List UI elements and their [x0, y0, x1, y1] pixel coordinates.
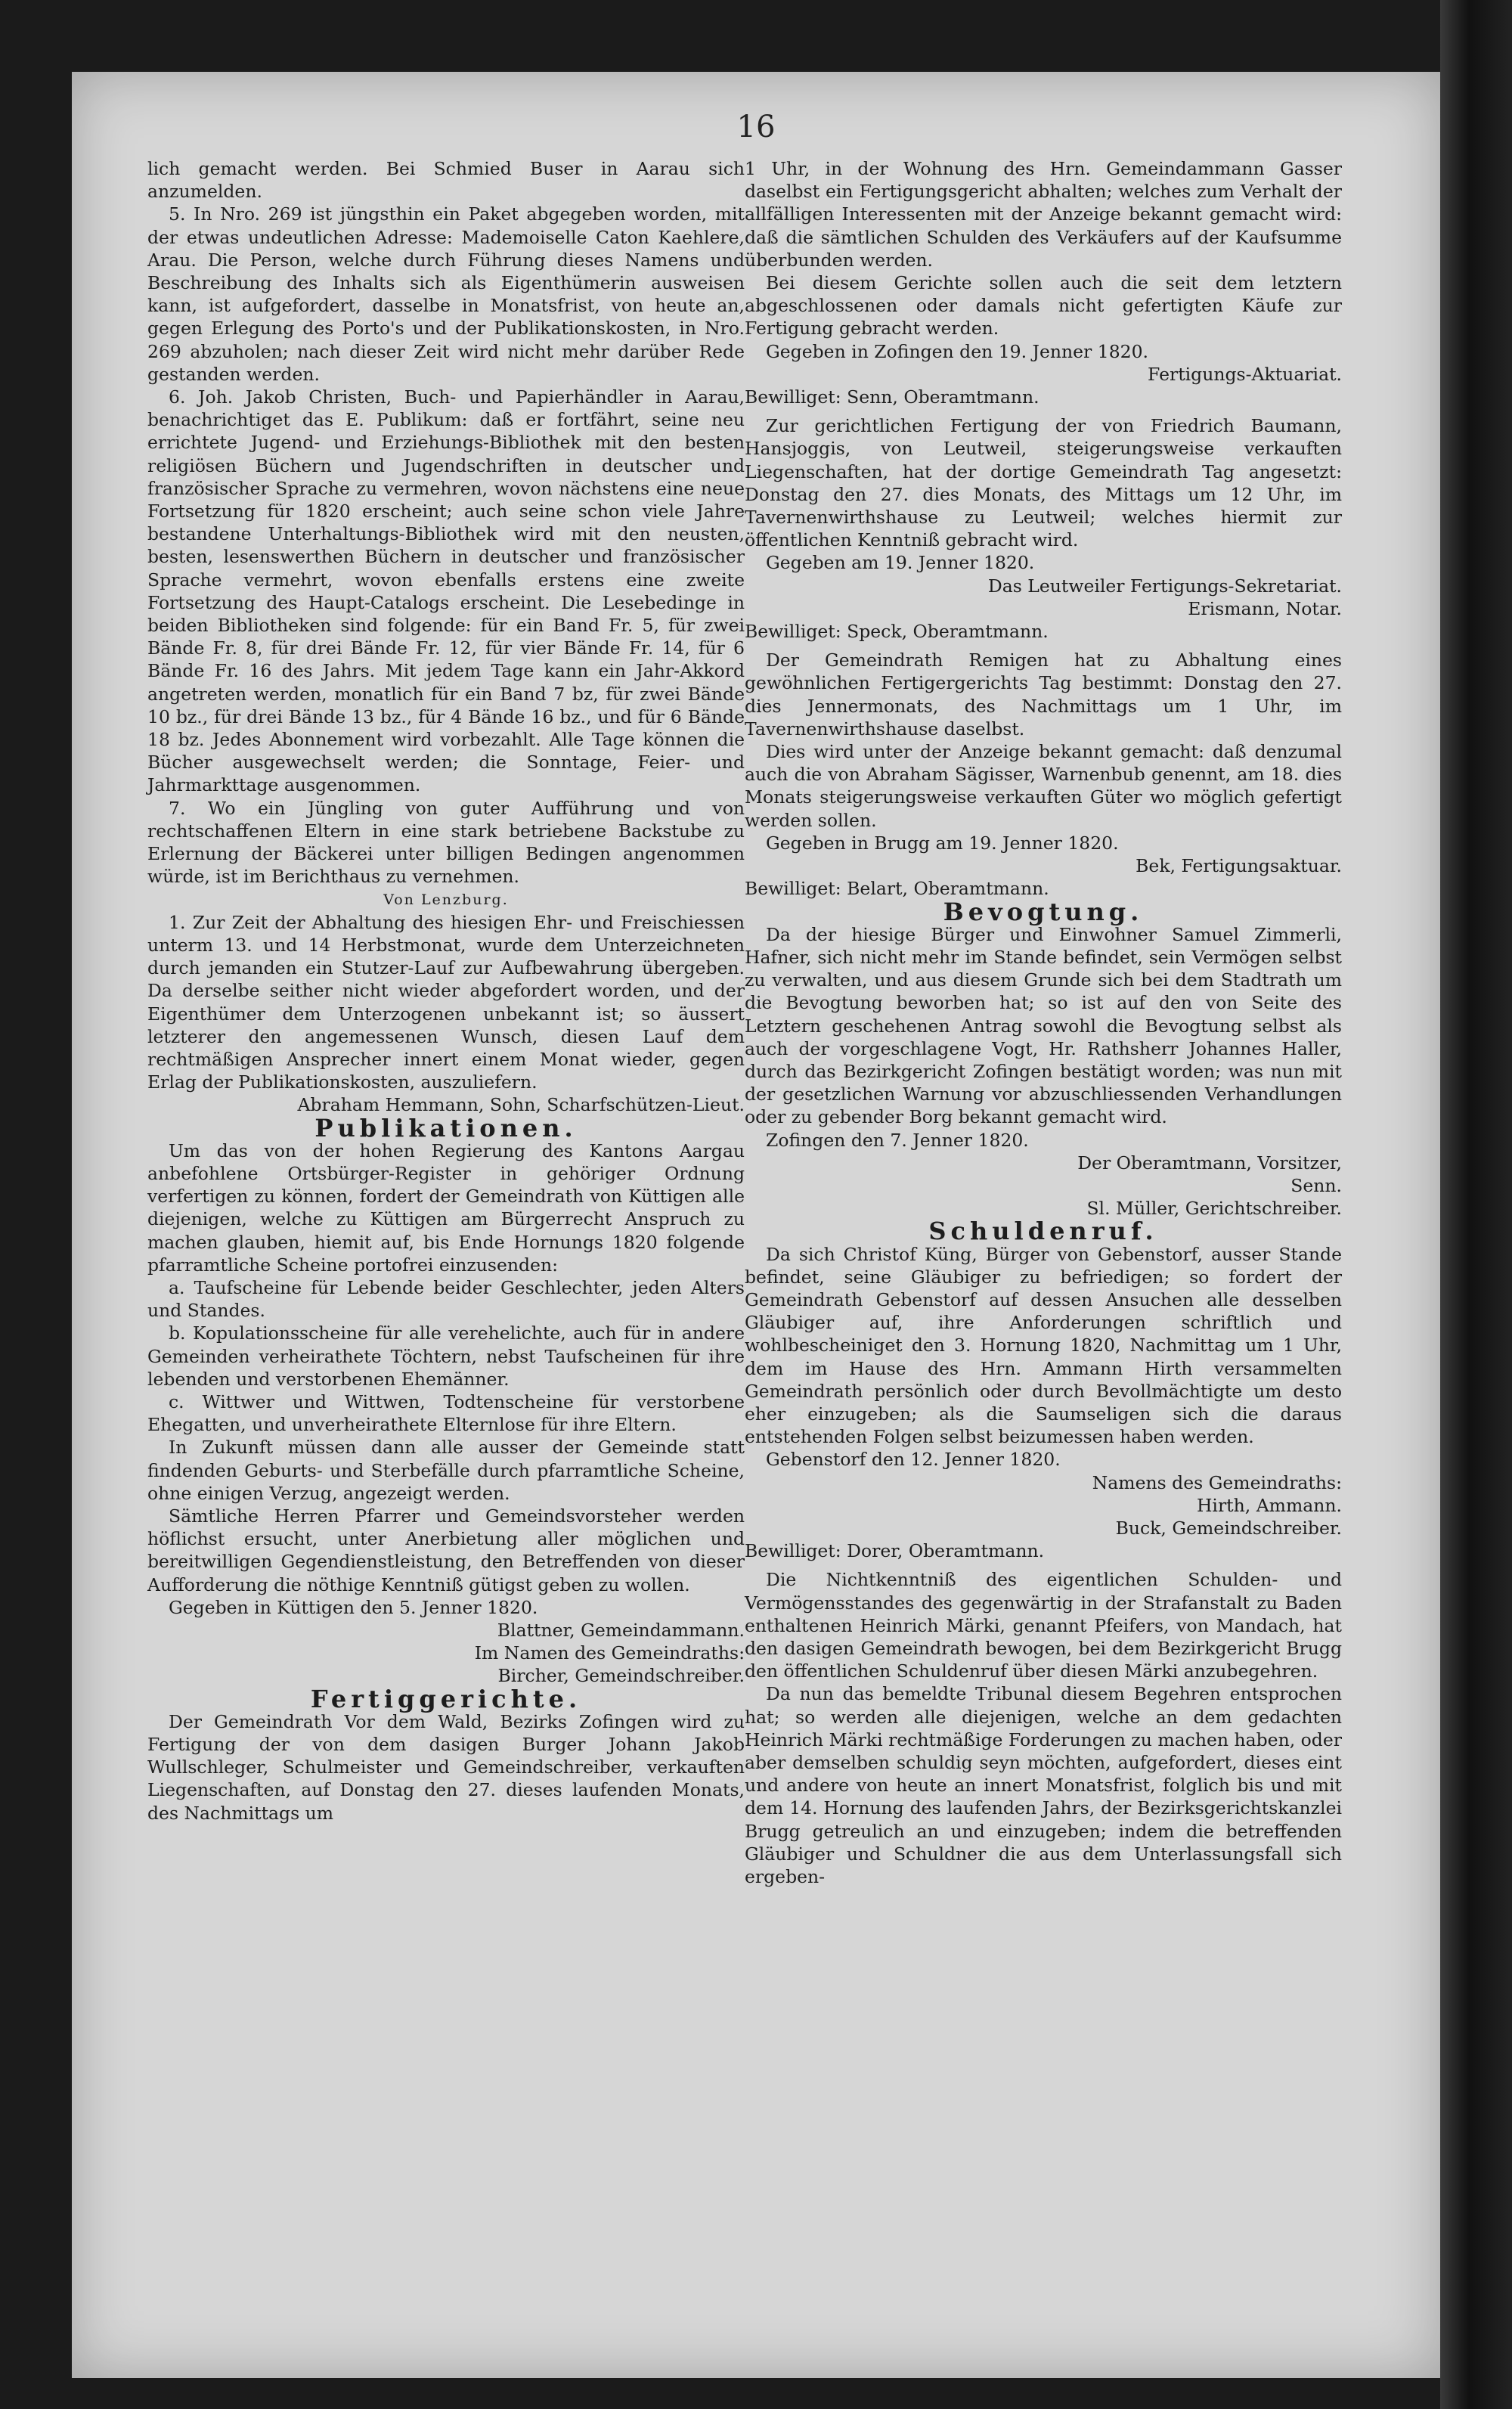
left-column: [147, 157, 745, 1825]
paragraph: Gegeben in Zofingen den 19. Jenner 1820.: [766, 340, 1149, 362]
signature-line: Hirth, Ammann.: [1196, 1494, 1342, 1516]
spacer: [745, 1562, 1342, 1568]
spacer: [745, 643, 1342, 649]
signature-line: Der Oberamtmann, Vorsitzer,: [1077, 1152, 1342, 1173]
signature-line: Im Namen des Gemeindraths:: [474, 1642, 745, 1664]
signature-line: Namens des Gemeindraths:: [1092, 1471, 1342, 1493]
paragraph: 1 Uhr, in der Wohnung des Hrn. Gemeindammann Gasser daselbst ein Fertigungsgericht abhalten; welches zum Verhalt der allfälligen Interessenten mit der Anzeige bekannt gemacht wird: daß die sämtlichen Schulden des Verkäufers auf der Kaufsumme überbunden werden.: [745, 158, 1342, 271]
paragraph: Gegeben in Küttigen den 5. Jenner 1820.: [169, 1596, 538, 1618]
signature-line: Abraham Hemmann, Sohn, Scharfschützen-Lieut.: [297, 1094, 745, 1116]
section-heading: Schuldenruf.: [928, 1217, 1158, 1246]
paragraph: Bei diesem Gerichte sollen auch die seit dem letztern abgeschlossenen oder damals nicht gefertigten Käufe zur Fertigung gebracht werden.: [745, 272, 1342, 339]
paragraph: In Zukunft müssen dann alle ausser der Gemeinde statt findenden Geburts- und Sterbefälle durch pfarramtliche Scheine, ohne einigen Verzug, angezeigt werden.: [147, 1437, 745, 1504]
section-heading: Bevogtung.: [943, 897, 1144, 926]
paragraph: 6. Joh. Jakob Christen, Buch- und Papierhändler in Aarau, benachrichtiget das E. Publikum: daß er fortfährt, seine neu errichtete Jugend- und Erziehungs-Bibliothek mit den besten religiösen Büchern und Jugendschriften in deutscher und französischer Sprache zu vermehren, wovon nächstens eine neue Fortsetzung für 1820 erscheint; auch seine schon viele Jahre bestandene Unterhaltungs-Bibliothek wird mit den neusten, besten, lesenswerthen Büchern in deutscher und französischer Sprache vermehrt, wovon ebenfalls erstens eine zweite Fortsetzung des Haupt-Catalogs erscheint. Die Lesebedinge in beiden Bibliotheken sind folgende: für ein Band Fr. 5, für zwei Bände Fr. 8, für drei Bände Fr. 12, für vier Bände Fr. 14, für 6 Bände Fr. 16 des Jahrs. Mit jedem Tage kann ein Jahr-Akkord angetreten werden, monatlich für ein Band 7 bz, für zwei Bände 10 bz., für drei Bände 13 bz., für 4 Bände 16 bz., und für 6 Bände 18 bz. Jedes Abonnement wird vorbezahlt. Alle Tage können die Bücher ausgewechselt werden; die Sonntage, Feier- und Jahrmarkttage ausgenommen.: [147, 386, 745, 796]
paragraph: lich gemacht werden. Bei Schmied Buser in Aarau sich anzumelden.: [147, 158, 745, 203]
paragraph: a. Taufscheine für Lebende beider Geschlechter, jeden Alters und Standes.: [147, 1276, 745, 1322]
signature-line: Erismann, Notar.: [1188, 597, 1342, 619]
section-heading: Publikationen.: [314, 1113, 578, 1142]
page-number: 16: [736, 110, 776, 144]
signature-line: Fertigungs-Aktuariat.: [1148, 363, 1342, 385]
paragraph: Der Gemeindrath Remigen hat zu Abhaltung eines gewöhnlichen Fertigergerichts Tag bestimmt: Donstag den 27. dies Jennermonats, des Nachmittags um 1 Uhr, im Tavernenwirthshause daselbst.: [745, 650, 1342, 739]
paragraph: Um das von der hohen Regierung des Kantons Aargau anbefohlene Ortsbürger-Register in gehöriger Ordnung verfertigen zu können, fordert der Gemeindrath von Küttigen alle diejenigen, welche zu Küttigen am Bürgerrecht Anspruch zu machen glauben, hiemit auf, bis Ende Hornungs 1820 folgende pfarramtliche Scheine portofrei einzusenden:: [147, 1139, 745, 1276]
paragraph: Bewilliget: Dorer, Oberamtmann.: [745, 1540, 1045, 1562]
signature-line: Sl. Müller, Gerichtschreiber.: [1086, 1198, 1342, 1220]
paragraph: c. Wittwer und Wittwen, Todtenscheine für verstorbene Ehegatten, und unverheirathete Elternlose für ihre Eltern.: [147, 1391, 745, 1436]
paragraph: Gegeben in Brugg am 19. Jenner 1820.: [766, 832, 1119, 854]
paragraph: Die Nichtkenntniß des eigentlichen Schulden- und Vermögensstandes des gegenwärtig in der Strafanstalt zu Baden enthaltenen Heinrich Märki, genannt Pfeifers, von Mandach, hat den dasigen Gemeindrath bewogen, bei dem Bezirkgericht Brugg den öffentlichen Schuldenruf über diesen Märki anzubegehren.: [745, 1569, 1342, 1682]
section-heading: Fertiggerichte.: [310, 1684, 582, 1713]
paragraph: 7. Wo ein Jüngling von guter Aufführung und von rechtschaffenen Eltern in eine stark betriebene Backstube zu Erlernung der Bäckerei unter billigen Bedingen angenommen würde, ist im Berichthaus zu vernehmen.: [147, 797, 745, 888]
paragraph: Bewilliget: Senn, Oberamtmann.: [745, 386, 1040, 408]
book-spine: [1440, 0, 1512, 2409]
paragraph: Gebenstorf den 12. Jenner 1820.: [766, 1449, 1061, 1471]
place-heading: Von Lenzburg.: [383, 891, 509, 908]
paragraph: b. Kopulationsscheine für alle verehelichte, auch für in andere Gemeinden verheirathete Töchtern, nebst Taufscheinen für ihre lebenden und verstorbenen Ehemänner.: [147, 1322, 745, 1390]
paragraph: Da sich Christof Küng, Bürger von Gebenstorf, ausser Stande befindet, seine Gläubiger zu befriedigen; so fordert der Gemeindrath Gebenstorf auf dessen Ansuchen alle desselben Gläubiger auf, ihre Anforderungen schriftlich und wohlbescheiniget den 3. Hornung 1820, Nachmittag um 1 Uhr, dem im Hause des Hrn. Ammann Hirth versammelten Gemeindrath persönlich oder durch Bevollmächtigte um desto eher einzugeben; als die Saumseligen sich die daraus entstehenden Folgen selbst beizumessen haben werden.: [745, 1243, 1342, 1448]
signature-line: Bircher, Gemeindschreiber.: [497, 1665, 745, 1687]
spacer: [745, 408, 1342, 414]
paragraph: Der Gemeindrath Vor dem Wald, Bezirks Zofingen wird zu Fertigung der von dem dasigen Burger Johann Jakob Wullschleger, Schulmeister und Gemeindschreiber, verkauften Liegenschaften, auf Donstag den 27. dieses laufenden Monats, des Nachmittags um: [147, 1710, 745, 1824]
right-column: [745, 157, 1342, 1888]
paragraph: Dies wird unter der Anzeige bekannt gemacht: daß denzumal auch die von Abraham Sägisser, Warnenbub genennt, am 18. dies Monats steigerungsweise verkauften Güter wo möglich gefertigt werden sollen.: [745, 741, 1342, 831]
paragraph: 1. Zur Zeit der Abhaltung des hiesigen Ehr- und Freischiessen unterm 13. und 14 Herbstmonat, wurde dem Unterzeichneten durch jemanden ein Stutzer-Lauf zur Aufbewahrung übergeben. Da derselbe seither nicht wieder abgefordert worden, und der Eigenthümer dem Unterzogenen unbekannt ist; so äussert letzterer den angemessenen Wunsch, diesen Lauf dem rechtmäßigen Ansprecher innert einem Monat wieder, gegen Erlag der Publikationskosten, auszuliefern.: [147, 911, 745, 1093]
paragraph: Zur gerichtlichen Fertigung der von Friedrich Baumann, Hansjoggis, von Leutweil, steigerungsweise verkauften Liegenschaften, hat der dortige Gemeindrath Tag angesetzt: Donstag den 27. dies Monats, des Mittags um 12 Uhr, im Tavernenwirthshause zu Leutweil; welches hiermit zur öffentlichen Kenntniß gebracht wird.: [745, 415, 1342, 551]
paragraph: Bewilliget: Belart, Oberamtmann.: [745, 878, 1049, 900]
paragraph: Zofingen den 7. Jenner 1820.: [766, 1129, 1029, 1151]
signature-line: Senn.: [1290, 1174, 1342, 1196]
paragraph: Sämtliche Herren Pfarrer und Gemeindsvorsteher werden höflichst ersucht, unter Anerbietung aller möglichen und bereitwilligen Gegendienstleistung, den Betreffenden von dieser Aufforderung die nöthige Kenntniß gütigst geben zu wollen.: [147, 1505, 745, 1595]
paragraph: Gegeben am 19. Jenner 1820.: [766, 552, 1035, 574]
paragraph: Da der hiesige Bürger und Einwohner Samuel Zimmerli, Hafner, sich nicht mehr im Stande befindet, sein Vermögen selbst zu verwalten, und aus diesem Grunde sich bei dem Stadtrath um die Bevogtung beworben hat; so ist auf den von Seite des Letztern geschehenen Antrag sowohl die Bevogtung selbst als auch der vorgeschlagene Vogt, Hr. Rathsherr Johannes Haller, durch das Bezirkgericht Zofingen bestätigt worden; was nun mit der gesetzlichen Warnung vor abzuschliessenden Verhandlungen oder zu gebender Borg bekannt gemacht wird.: [745, 923, 1342, 1128]
signature-line: Bek, Fertigungsaktuar.: [1136, 855, 1342, 877]
paragraph: Da nun das bemeldte Tribunal diesem Begehren entsprochen hat; so werden alle diejenigen, welche an dem gedachten Heinrich Märki rechtmäßige Forderungen zu machen haben, oder aber demselben schuldig seyn möchten, aufgefordert, dieses eint und andere von heute an innert Monatsfrist, folglich bis und mit dem 14. Hornung des laufenden Jahrs, der Bezirksgerichtskanzlei Brugg getreulich an und einzugeben; indem die betreffenden Gläubiger und Schuldner die aus dem Unterlassungsfall sich ergeben-: [745, 1683, 1342, 1888]
signature-line: Blattner, Gemeindammann.: [497, 1620, 745, 1641]
paragraph: Bewilliget: Speck, Oberamtmann.: [745, 621, 1049, 643]
signature-line: Buck, Gemeindschreiber.: [1115, 1517, 1342, 1539]
signature-line: Das Leutweiler Fertigungs-Sekretariat.: [987, 575, 1342, 597]
paragraph: 5. In Nro. 269 ist jüngsthin ein Paket abgegeben worden, mit der etwas undeutlichen Adresse: Mademoiselle Caton Kaehlere, Arau. Die Person, welche durch Führung dieses Namens und Beschreibung des Inhalts sich als Eigenthümerin ausweisen kann, ist aufgefordert, dasselbe in Monatsfrist, von heute an, gegen Erlegung des Porto's und der Publikationskosten, in Nro. 269 abzuholen; nach dieser Zeit wird nicht mehr darüber Rede gestanden werden.: [147, 203, 745, 385]
